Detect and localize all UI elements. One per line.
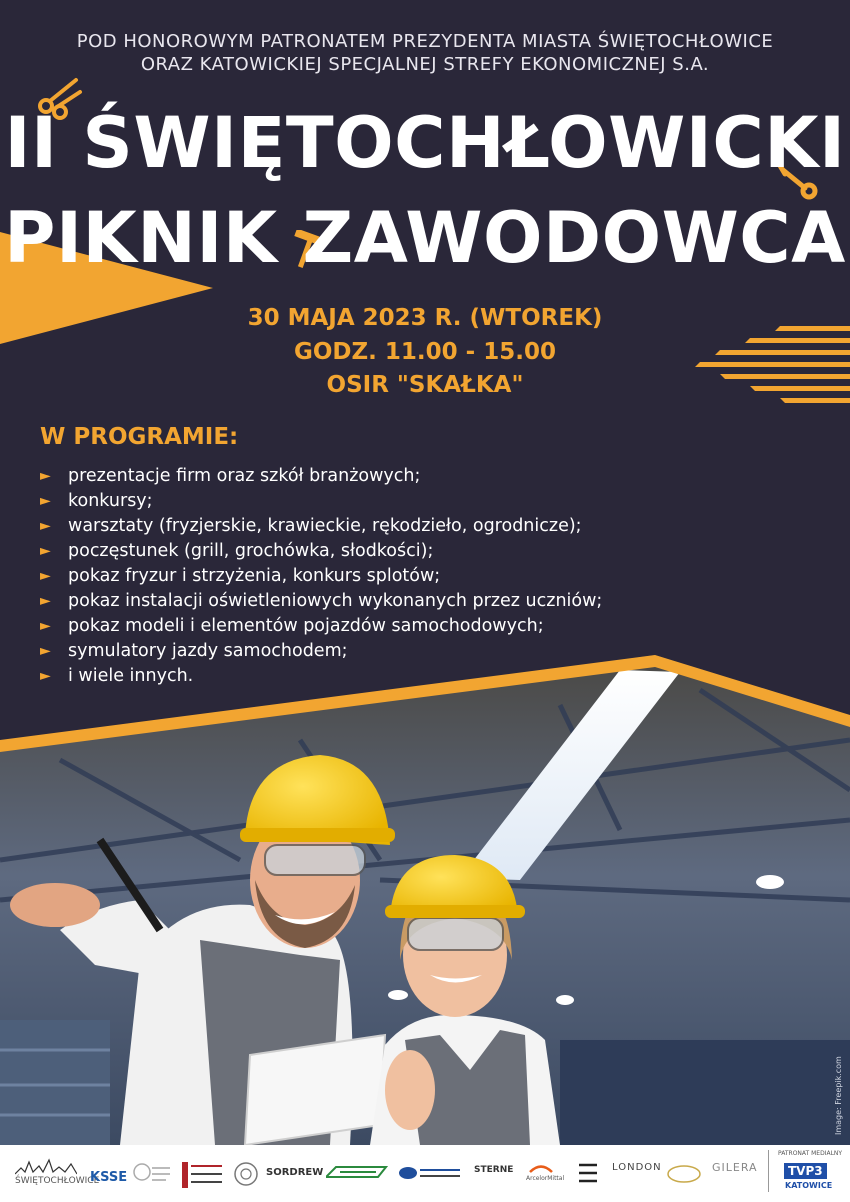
photo-credit: Image: Freepik.com — [834, 1056, 843, 1135]
school-logo-1 — [132, 1160, 172, 1190]
program-item: ► prezentacje firm oraz szkół branżowych; — [40, 464, 602, 489]
program-item: ► poczęstunek (grill, grochówka, słodkości); — [40, 539, 602, 564]
title-line-1: II ŚWIĘTOCHŁOWICKI — [4, 102, 846, 184]
logo-swietochlowice: ŚWIĘTOCHŁOWICE — [15, 1158, 99, 1186]
program-item: ► konkursy; — [40, 489, 602, 514]
event-time: GODZ. 11.00 - 15.00 — [293, 339, 556, 365]
bullet-arrow-icon: ► — [40, 618, 51, 634]
program-item: ► warsztaty (fryzjerskie, krawieckie, rękodzieło, ogrodnicze); — [40, 514, 602, 539]
logo-gilera: GILERA — [712, 1161, 758, 1174]
footer-divider — [768, 1150, 769, 1192]
bullet-arrow-icon: ► — [40, 593, 51, 609]
patronage-line-1: POD HONOROWYM PATRONATEM PREZYDENTA MIASTA ŚWIĘTOCHŁOWICE — [76, 31, 774, 52]
tvp3-logo: TVP3 — [784, 1163, 827, 1179]
green-company-logo — [326, 1163, 388, 1183]
program-heading: W PROGRAMIE: — [40, 424, 239, 450]
program-item: ► symulatory jazdy samochodem; — [40, 639, 602, 664]
logo-ksse: KSSE — [90, 1158, 127, 1185]
program-item: ► pokaz instalacji oświetleniowych wykonanych przez uczniów; — [40, 589, 602, 614]
title-line-2: PIKNIK ZAWODOWCA — [4, 197, 846, 279]
logo-sterne: STERNE — [474, 1165, 514, 1175]
logo-arcelormittal: ArcelorMittal — [526, 1163, 564, 1183]
tvp3-city: KATOWICE — [785, 1181, 833, 1190]
bullet-arrow-icon: ► — [40, 668, 51, 684]
arcelormittal-swoosh-icon — [526, 1163, 556, 1173]
logo-sordrew: SORDREW — [266, 1167, 324, 1178]
bullet-arrow-icon: ► — [40, 493, 51, 509]
program-item: ► pokaz fryzur i strzyżenia, konkurs splotów; — [40, 564, 602, 589]
event-date: 30 MAJA 2023 R. (WTOREK) — [247, 305, 603, 331]
bullet-arrow-icon: ► — [40, 518, 51, 534]
logo-london: LONDON — [612, 1162, 662, 1173]
bullet-arrow-icon: ► — [40, 543, 51, 559]
patronage-line-2: ORAZ KATOWICKIEJ SPECJALNEJ STREFY EKONOMICZNEJ S.A. — [140, 54, 710, 75]
city-skyline-icon — [15, 1158, 77, 1176]
event-venue: OSIR "SKAŁKA" — [326, 372, 524, 398]
bullet-arrow-icon: ► — [40, 643, 51, 659]
emblem-logo — [233, 1161, 259, 1187]
program-item: ► i wiele innych. — [40, 664, 602, 689]
school-logo-2 — [182, 1160, 224, 1190]
gold-oval-logo — [666, 1164, 702, 1184]
bullet-arrow-icon: ► — [40, 468, 51, 484]
orange-diagonal-band — [0, 645, 850, 765]
bullet-arrow-icon: ► — [40, 568, 51, 584]
media-patron-label: PATRONAT MEDIALNY — [778, 1150, 843, 1157]
dark-company-logo — [577, 1161, 599, 1187]
program-item: ► pokaz modeli i elementów pojazdów samochodowych; — [40, 614, 602, 639]
transport-company-logo — [398, 1164, 463, 1184]
